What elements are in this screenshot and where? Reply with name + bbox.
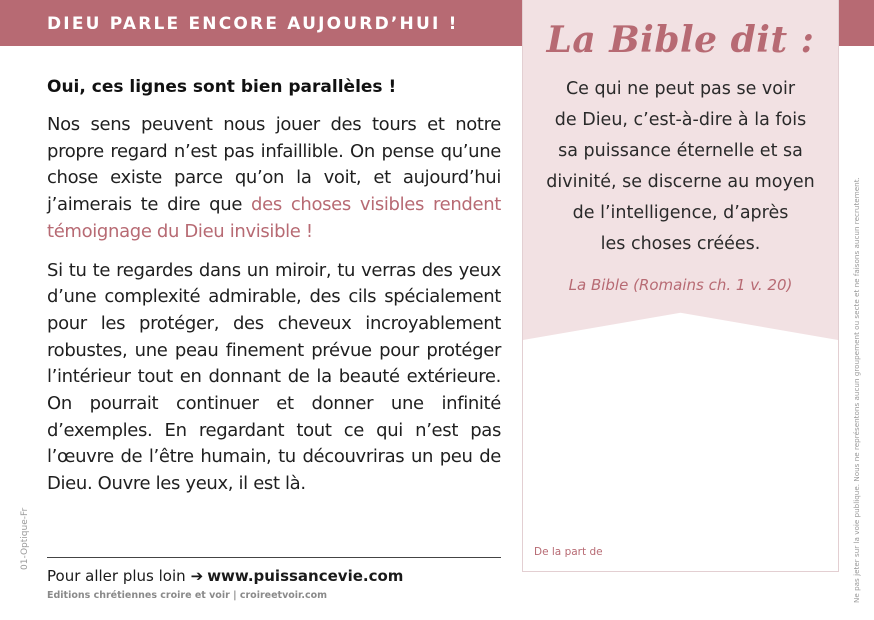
paragraph-intro <box>47 112 501 246</box>
verse-line: les choses créées. <box>600 234 761 254</box>
corner-band <box>839 0 874 46</box>
paragraph-intro-text: Nos sens peuvent nous jouer des tours et notre propre regard n’est pas infaillible. On pense qu’une chose existe parce qu’on la voit, et aujourd’hui j’aimerais te dire que <box>47 114 501 216</box>
more-info-line <box>47 566 403 586</box>
legal-notice: Ne pas jeter sur la voie publique. Nous ne représentons aucun groupement ou secte et ne faisons aucun recrutement. <box>852 177 861 603</box>
bible-heading: La Bible dit : <box>546 19 815 61</box>
verse-line: sa puissance éternelle et sa <box>558 141 803 161</box>
more-info-label: Pour aller plus loin <box>47 567 186 585</box>
footer-divider <box>47 557 501 558</box>
highlighted-statement: des choses visibles rendent témoignage du Dieu invisible ! <box>47 194 501 242</box>
website-link[interactable]: www.puissancevie.com <box>207 567 404 585</box>
paragraph-body: Si tu te regardes dans un miroir, tu verras des yeux d’une complexité admirable, des cils spécialement pour les protéger, des cheveux incroyablement robustes, une peau finement prévue pour protéger l’intérieur tout en donnant de la beauté extérieure. On pourrait continuer et donner une infinité d’exemples. En regardant tout ce qui n’est pas l’œuvre de l’être humain, tu découvriras un peu de Dieu. Ouvre les yeux, il est là. <box>47 259 501 495</box>
bible-verse <box>523 74 838 260</box>
bible-verse-card <box>522 0 839 572</box>
verse-line: Ce qui ne peut pas se voir <box>565 79 796 99</box>
from-label: De la part de <box>534 546 603 558</box>
verse-line: de Dieu, c’est-à-dire à la fois <box>554 110 807 130</box>
verse-line: divinité, se discerne au moyen <box>546 172 815 192</box>
publisher-credit: Editions chrétiennes croire et voir | croireetvoir.com <box>47 590 328 601</box>
subheading: Oui, ces lignes sont bien parallèles ! <box>47 77 397 97</box>
main-content <box>47 74 501 498</box>
verse-line: de l’intelligence, d’après <box>572 203 789 223</box>
verse-reference: La Bible (Romains ch. 1 v. 20) <box>568 276 793 294</box>
arrow-right-icon: ➔ <box>190 567 204 585</box>
page-title: DIEU PARLE ENCORE AUJOURD’HUI ! <box>47 14 459 34</box>
reference-code: 01-Optique-Fr <box>20 507 30 570</box>
